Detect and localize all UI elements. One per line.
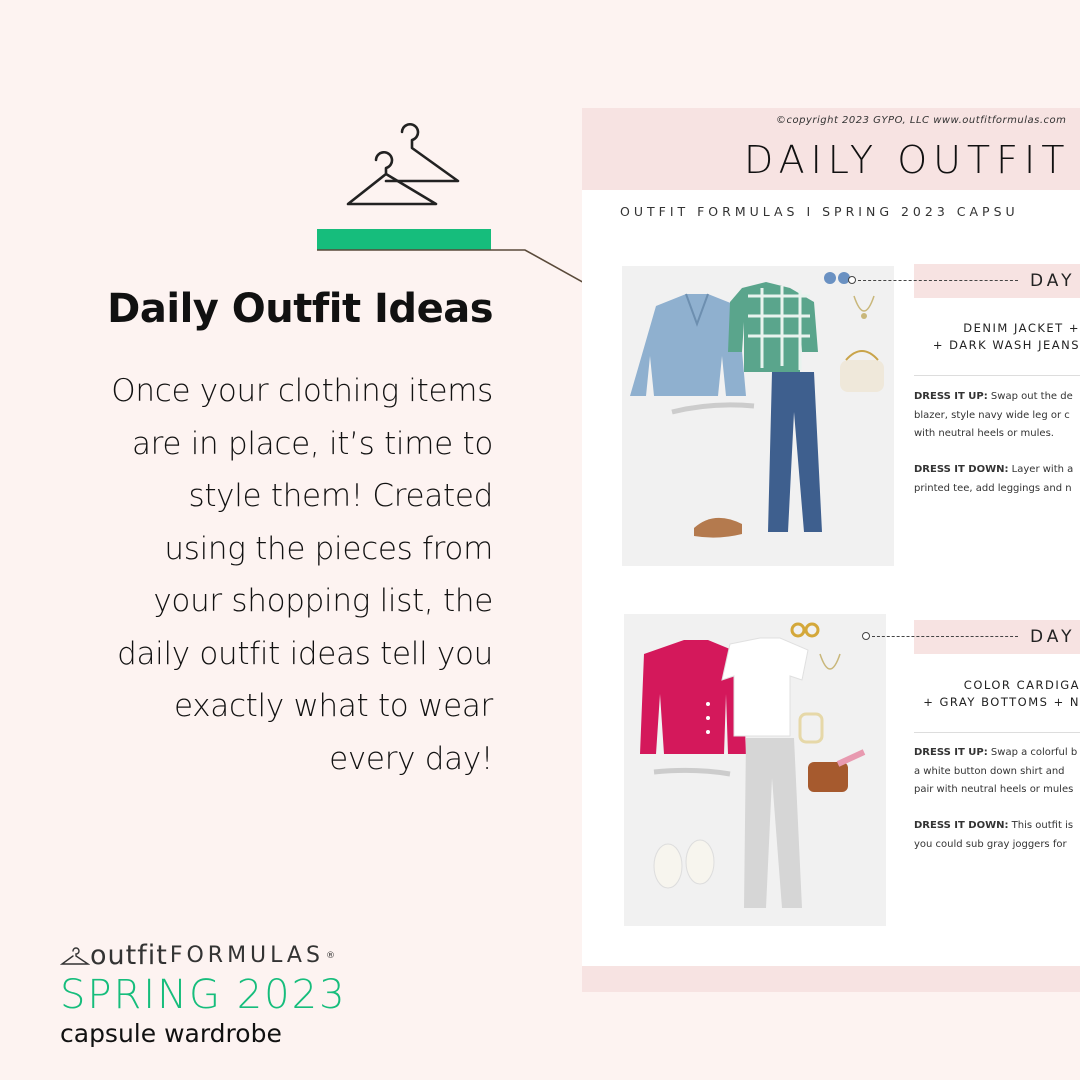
day-2-leader (872, 636, 1018, 637)
brand-logo (60, 940, 347, 971)
day-2-formula: COLOR CARDIGA + GRAY BOTTOMS + N (923, 678, 1080, 709)
description-line: Once your clothing items (111, 373, 493, 409)
doc-footer (582, 966, 1080, 992)
brand-block (60, 940, 347, 1049)
registered-mark: ® (325, 950, 336, 961)
document-preview (582, 108, 1080, 992)
day-1-formula: DENIM JACKET + + DARK WASH JEANS (932, 321, 1080, 352)
dress-down-label: DRESS IT DOWN: (914, 820, 1009, 831)
day-1-label: DAY (1030, 271, 1076, 291)
day-1-divider (914, 375, 1080, 376)
brand-season: SPRING 2023 (60, 972, 347, 1018)
dress-down-text: Layer with a printed tee, add leggings and n (914, 464, 1074, 494)
doc-copyright: ©copyright 2023 GYPO, LLC www.outfitformulas.com (776, 115, 1067, 126)
hanger-logo-icon (60, 946, 90, 966)
day-2-dress-up (914, 744, 1080, 800)
doc-subtitle: OUTFIT FORMULAS I SPRING 2023 CAPSU (620, 204, 1019, 219)
logo-word-outfit: outfit (90, 940, 168, 971)
dress-down-text: This outfit is you could sub gray joggers for (914, 820, 1074, 850)
dress-up-label: DRESS IT UP: (914, 391, 988, 402)
dress-up-text: Swap out the de blazer, style navy wide leg or c with neutral heels or mules. (914, 391, 1073, 439)
description-line: using the pieces from (164, 530, 493, 567)
day-2-divider (914, 732, 1080, 733)
outfit-photo-1 (622, 266, 894, 566)
description-line: are in place, it’s time to (131, 425, 493, 462)
description-line: exactly what to wear (173, 688, 493, 724)
day-2-label: DAY (1030, 627, 1076, 647)
day-2-dress-down (914, 817, 1080, 854)
day-2-marker (862, 632, 870, 640)
day-1-leader (858, 280, 1018, 281)
outfit-photo-2 (624, 614, 886, 926)
dress-up-label: DRESS IT UP: (914, 747, 988, 758)
logo-word-formulas: FORMULAS (169, 943, 324, 968)
description-line: style them! Created (188, 478, 493, 514)
doc-title: DAILY OUTFIT (744, 138, 1071, 182)
section-heading: Daily Outfit Ideas (107, 286, 493, 332)
description-line: your shopping list, the (153, 583, 493, 619)
description-line: daily outfit ideas tell you (117, 635, 493, 672)
day-1-dress-up (914, 388, 1080, 444)
dress-up-text: Swap a colorful b a white button down shirt and pair with neutral heels or mules (914, 747, 1078, 795)
brand-subtitle: capsule wardrobe (60, 1019, 282, 1048)
dress-down-label: DRESS IT DOWN: (914, 464, 1009, 475)
description-line: every day! (329, 740, 493, 777)
description (53, 365, 493, 785)
day-1-dress-down (914, 461, 1080, 498)
day-1-marker (848, 276, 856, 284)
